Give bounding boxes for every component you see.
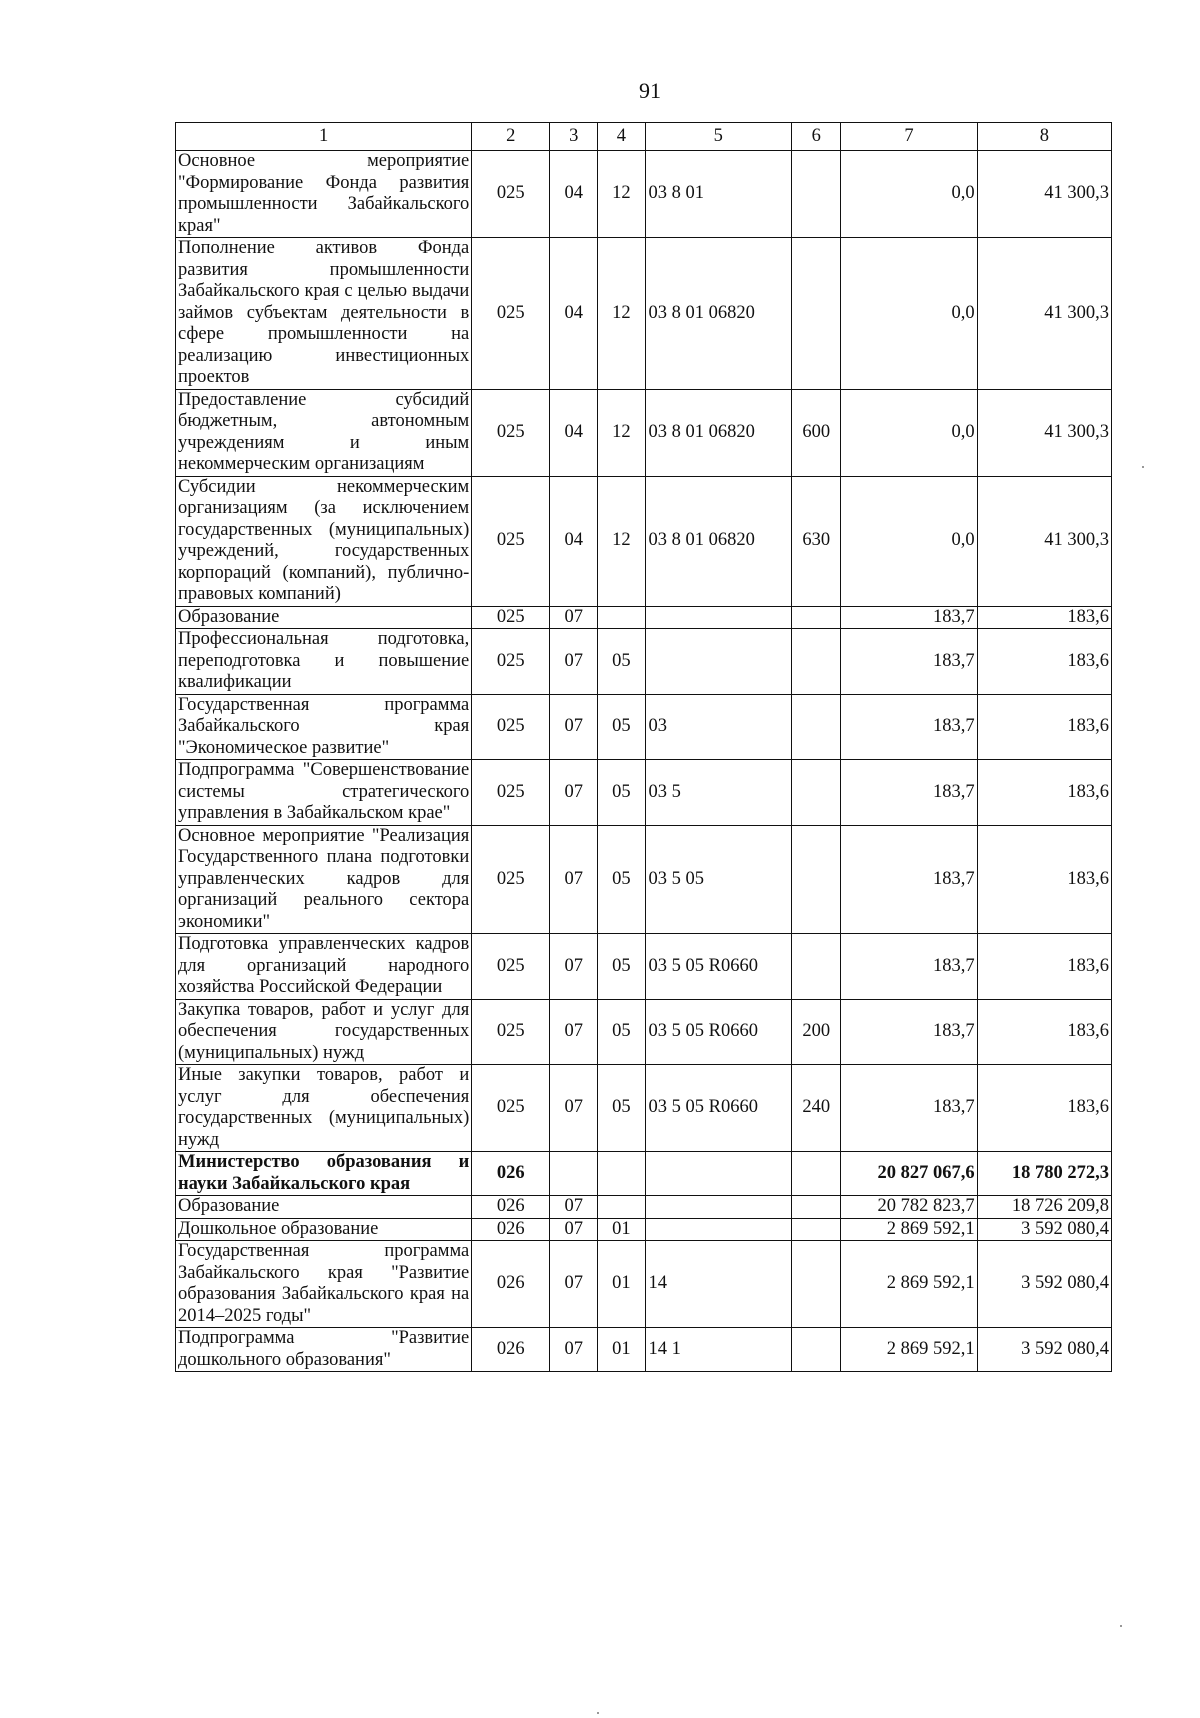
cell-col-4: 05 <box>598 760 645 826</box>
header-row <box>176 123 1112 151</box>
row-name-cell: Образование <box>176 1196 472 1219</box>
row-name-cell: Дошкольное образование <box>176 1218 472 1241</box>
cell-col-4: 01 <box>598 1328 645 1372</box>
cell-col-7: 183,7 <box>841 760 977 826</box>
cell-col-7: 183,7 <box>841 999 977 1065</box>
cell-col-6 <box>792 825 841 934</box>
row-name-cell: Основное мероприятие "Формирование Фонда развития промышленности Забайкальского края" <box>176 151 472 238</box>
cell-col-2: 025 <box>472 606 550 629</box>
cell-col-2: 025 <box>472 476 550 606</box>
cell-col-8: 41 300,3 <box>977 238 1111 390</box>
cell-col-5: 03 5 <box>645 760 792 826</box>
cell-col-2: 025 <box>472 760 550 826</box>
budget-table <box>175 122 1112 1372</box>
table-row <box>176 1328 1112 1372</box>
cell-col-7: 0,0 <box>841 389 977 476</box>
cell-col-5: 03 5 05 R0660 <box>645 1065 792 1152</box>
cell-col-4: 05 <box>598 825 645 934</box>
cell-col-2: 026 <box>472 1152 550 1196</box>
cell-col-5: 14 <box>645 1241 792 1328</box>
table-row <box>176 1196 1112 1219</box>
cell-col-6 <box>792 694 841 760</box>
cell-col-4 <box>598 1152 645 1196</box>
cell-col-3: 07 <box>550 1065 598 1152</box>
cell-col-7: 183,7 <box>841 629 977 695</box>
cell-col-3: 07 <box>550 1241 598 1328</box>
cell-col-2: 025 <box>472 825 550 934</box>
cell-col-3: 07 <box>550 606 598 629</box>
cell-col-6: 630 <box>792 476 841 606</box>
cell-col-5: 03 8 01 06820 <box>645 238 792 390</box>
cell-col-8: 41 300,3 <box>977 151 1111 238</box>
cell-col-7: 183,7 <box>841 606 977 629</box>
table-row <box>176 1241 1112 1328</box>
row-name-cell: Подпрограмма "Совершенствование системы стратегического управления в Забайкальском крае" <box>176 760 472 826</box>
cell-col-3: 07 <box>550 1328 598 1372</box>
cell-col-7: 183,7 <box>841 694 977 760</box>
table-row <box>176 825 1112 934</box>
cell-col-2: 026 <box>472 1196 550 1219</box>
cell-col-7: 20 827 067,6 <box>841 1152 977 1196</box>
cell-col-2: 026 <box>472 1328 550 1372</box>
cell-col-5: 14 1 <box>645 1328 792 1372</box>
table-row <box>176 151 1112 238</box>
cell-col-5: 03 5 05 <box>645 825 792 934</box>
cell-col-8: 183,6 <box>977 1065 1111 1152</box>
cell-col-4: 12 <box>598 389 645 476</box>
cell-col-2: 026 <box>472 1241 550 1328</box>
table-row <box>176 606 1112 629</box>
cell-col-6: 200 <box>792 999 841 1065</box>
cell-col-3: 07 <box>550 629 598 695</box>
cell-col-2: 025 <box>472 629 550 695</box>
table-row <box>176 760 1112 826</box>
cell-col-4: 01 <box>598 1218 645 1241</box>
cell-col-3: 04 <box>550 238 598 390</box>
cell-col-4: 12 <box>598 238 645 390</box>
cell-col-7: 2 869 592,1 <box>841 1328 977 1372</box>
cell-col-4: 12 <box>598 476 645 606</box>
cell-col-8: 183,6 <box>977 934 1111 1000</box>
cell-col-8: 183,6 <box>977 629 1111 695</box>
header-cell: 2 <box>472 123 550 151</box>
table-row <box>176 238 1112 390</box>
row-name-cell: Предоставление субсидий бюджетным, автономным учреждениям и иным некоммерческим организациям <box>176 389 472 476</box>
table-row <box>176 1218 1112 1241</box>
header-cell: 3 <box>550 123 598 151</box>
cell-col-5: 03 5 05 R0660 <box>645 934 792 1000</box>
cell-col-3: 07 <box>550 760 598 826</box>
table-row <box>176 694 1112 760</box>
scan-speck <box>597 1712 599 1714</box>
scan-speck <box>1142 466 1144 468</box>
cell-col-8: 3 592 080,4 <box>977 1218 1111 1241</box>
table-row <box>176 389 1112 476</box>
cell-col-6 <box>792 1196 841 1219</box>
cell-col-5: 03 <box>645 694 792 760</box>
cell-col-2: 025 <box>472 934 550 1000</box>
cell-col-3: 07 <box>550 694 598 760</box>
cell-col-4 <box>598 1196 645 1219</box>
header-cell: 7 <box>841 123 977 151</box>
page-number: 91 <box>639 78 661 103</box>
row-name-cell: Основное мероприятие "Реализация Государственного плана подготовки управленческих кадров для организаций реального сектора экономики" <box>176 825 472 934</box>
cell-col-7: 20 782 823,7 <box>841 1196 977 1219</box>
cell-col-6: 600 <box>792 389 841 476</box>
cell-col-6 <box>792 238 841 390</box>
cell-col-7: 2 869 592,1 <box>841 1241 977 1328</box>
row-name-cell: Государственная программа Забайкальского края "Развитие образования Забайкальского края на 2014–2025 годы" <box>176 1241 472 1328</box>
cell-col-4: 05 <box>598 1065 645 1152</box>
cell-col-8: 18 726 209,8 <box>977 1196 1111 1219</box>
cell-col-5 <box>645 1152 792 1196</box>
cell-col-4: 05 <box>598 694 645 760</box>
cell-col-7: 183,7 <box>841 1065 977 1152</box>
cell-col-2: 025 <box>472 151 550 238</box>
cell-col-7: 0,0 <box>841 476 977 606</box>
row-name-cell: Министерство образования и науки Забайкальского края <box>176 1152 472 1196</box>
cell-col-6 <box>792 606 841 629</box>
cell-col-8: 41 300,3 <box>977 476 1111 606</box>
scan-speck <box>1120 1625 1122 1627</box>
row-name-cell: Подпрограмма "Развитие дошкольного образования" <box>176 1328 472 1372</box>
cell-col-2: 025 <box>472 389 550 476</box>
cell-col-8: 183,6 <box>977 694 1111 760</box>
cell-col-5 <box>645 629 792 695</box>
row-name-cell: Закупка товаров, работ и услуг для обеспечения государственных (муниципальных) нужд <box>176 999 472 1065</box>
cell-col-3: 07 <box>550 999 598 1065</box>
row-name-cell: Подготовка управленческих кадров для организаций народного хозяйства Российской Федерации <box>176 934 472 1000</box>
row-name-cell: Образование <box>176 606 472 629</box>
cell-col-7: 0,0 <box>841 151 977 238</box>
header-cell: 5 <box>645 123 792 151</box>
cell-col-4: 05 <box>598 629 645 695</box>
cell-col-3: 04 <box>550 476 598 606</box>
cell-col-3: 07 <box>550 1196 598 1219</box>
cell-col-7: 183,7 <box>841 825 977 934</box>
cell-col-3 <box>550 1152 598 1196</box>
cell-col-8: 183,6 <box>977 999 1111 1065</box>
table-row <box>176 934 1112 1000</box>
cell-col-8: 3 592 080,4 <box>977 1328 1111 1372</box>
cell-col-2: 026 <box>472 1218 550 1241</box>
table-row <box>176 999 1112 1065</box>
cell-col-4: 05 <box>598 934 645 1000</box>
cell-col-8: 18 780 272,3 <box>977 1152 1111 1196</box>
cell-col-7: 2 869 592,1 <box>841 1218 977 1241</box>
cell-col-4: 01 <box>598 1241 645 1328</box>
cell-col-3: 07 <box>550 1218 598 1241</box>
cell-col-5: 03 8 01 <box>645 151 792 238</box>
row-name-cell: Иные закупки товаров, работ и услуг для обеспечения государственных (муниципальных) нужд <box>176 1065 472 1152</box>
cell-col-6 <box>792 151 841 238</box>
cell-col-6 <box>792 1218 841 1241</box>
cell-col-3: 04 <box>550 151 598 238</box>
cell-col-6 <box>792 629 841 695</box>
cell-col-8: 183,6 <box>977 825 1111 934</box>
header-cell: 1 <box>176 123 472 151</box>
cell-col-8: 183,6 <box>977 760 1111 826</box>
cell-col-4 <box>598 606 645 629</box>
cell-col-7: 183,7 <box>841 934 977 1000</box>
row-name-cell: Профессиональная подготовка, переподготовка и повышение квалификации <box>176 629 472 695</box>
cell-col-5 <box>645 606 792 629</box>
cell-col-7: 0,0 <box>841 238 977 390</box>
cell-col-4: 05 <box>598 999 645 1065</box>
cell-col-5: 03 8 01 06820 <box>645 389 792 476</box>
cell-col-8: 183,6 <box>977 606 1111 629</box>
cell-col-6 <box>792 1241 841 1328</box>
cell-col-2: 025 <box>472 238 550 390</box>
cell-col-3: 07 <box>550 825 598 934</box>
cell-col-3: 07 <box>550 934 598 1000</box>
cell-col-6 <box>792 934 841 1000</box>
cell-col-5: 03 5 05 R0660 <box>645 999 792 1065</box>
cell-col-2: 025 <box>472 694 550 760</box>
row-name-cell: Государственная программа Забайкальского края "Экономическое развитие" <box>176 694 472 760</box>
cell-col-2: 025 <box>472 999 550 1065</box>
cell-col-4: 12 <box>598 151 645 238</box>
cell-col-2: 025 <box>472 1065 550 1152</box>
cell-col-8: 3 592 080,4 <box>977 1241 1111 1328</box>
cell-col-5: 03 8 01 06820 <box>645 476 792 606</box>
cell-col-6 <box>792 1328 841 1372</box>
cell-col-3: 04 <box>550 389 598 476</box>
cell-col-6: 240 <box>792 1065 841 1152</box>
cell-col-5 <box>645 1196 792 1219</box>
cell-col-6 <box>792 1152 841 1196</box>
cell-col-8: 41 300,3 <box>977 389 1111 476</box>
table-row <box>176 1065 1112 1152</box>
cell-col-6 <box>792 760 841 826</box>
header-cell: 8 <box>977 123 1111 151</box>
table-row <box>176 1152 1112 1196</box>
header-cell: 4 <box>598 123 645 151</box>
table-row <box>176 476 1112 606</box>
header-cell: 6 <box>792 123 841 151</box>
row-name-cell: Пополнение активов Фонда развития промышленности Забайкальского края с целью выдачи займов субъектам деятельности в сфере промышленности на реализацию инвестиционных проектов <box>176 238 472 390</box>
row-name-cell: Субсидии некоммерческим организациям (за исключением государственных (муниципальных) учреждений, государственных корпораций (компаний), публично-правовых компаний) <box>176 476 472 606</box>
table-row <box>176 629 1112 695</box>
cell-col-5 <box>645 1218 792 1241</box>
